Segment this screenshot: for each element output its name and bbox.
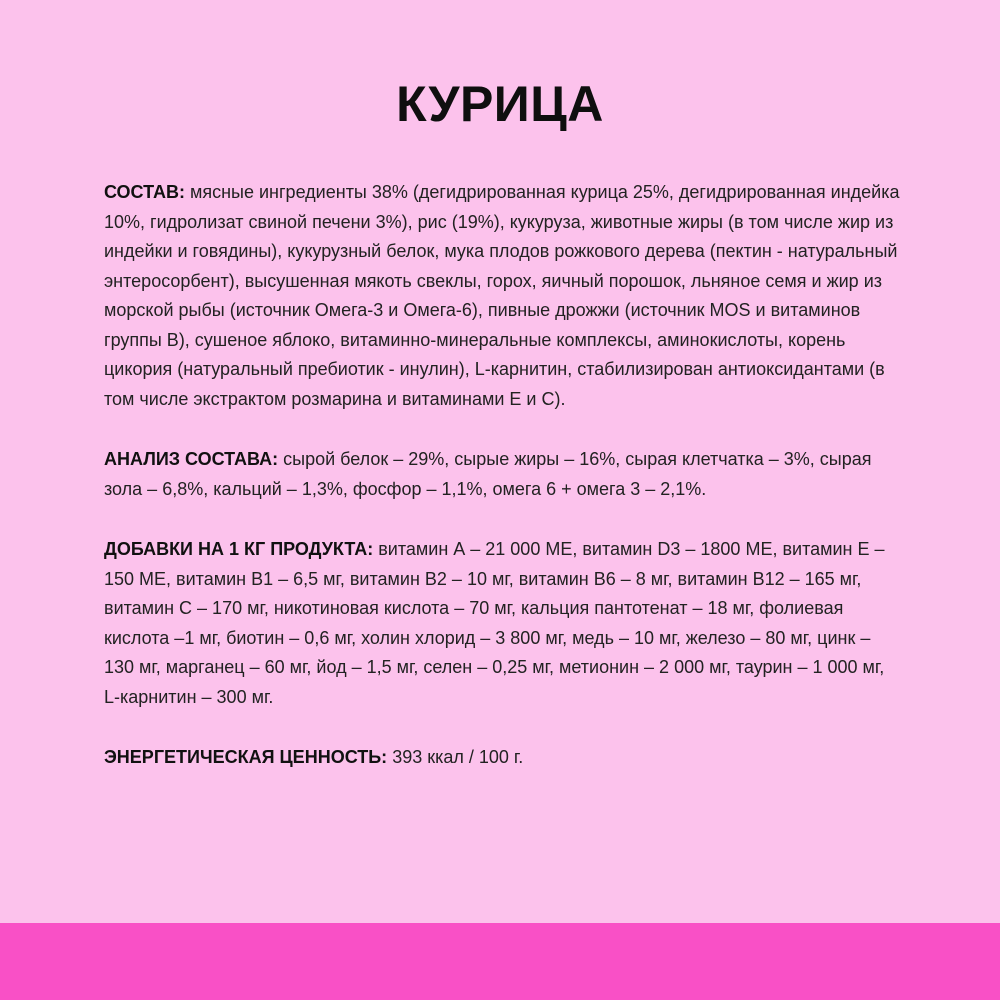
additives-label: ДОБАВКИ НА 1 КГ ПРОДУКТА: <box>104 539 374 559</box>
analysis-section <box>104 445 904 504</box>
additives-section <box>104 535 904 712</box>
energy-section <box>104 743 904 773</box>
composition-text: мясные ингредиенты 38% (дегидрированная курица 25%, дегидрированная индейка 10%, гидролизат свиной печени 3%), рис (19%), кукуруза, животные жиры (в том числе жир из индейки и говядины), кукурузный белок, мука плодов рожкового дерева (пектин - натуральный энтеросорбент), высушенная мякоть свеклы, горох, яичный порошок, льняное семя и жир из морской рыбы (источник Омега-3 и Омега-6), пивные дрожжи (источник MOS и витаминов группы В), сушеное яблоко, витаминно-минеральные комплексы, аминокислоты, корень цикория (натуральный пребиотик - инулин), L-карнитин, стабилизирован антиоксидантами (в том числе экстрактом розмарина и витаминами Е и С). <box>104 182 900 409</box>
composition-label: СОСТАВ: <box>104 182 185 202</box>
page-title: КУРИЦА <box>396 76 604 132</box>
composition-section <box>104 178 904 414</box>
energy-text: 393 ккал / 100 г. <box>392 747 524 767</box>
energy-label: ЭНЕРГЕТИЧЕСКАЯ ЦЕННОСТЬ: <box>104 747 388 767</box>
analysis-label: АНАЛИЗ СОСТАВА: <box>104 449 279 469</box>
bottom-color-band <box>0 923 1000 1000</box>
analysis-text: сырой белок – 29%, сырые жиры – 16%, сырая клетчатка – 3%, сырая зола – 6,8%, кальций – 1,3%, фосфор – 1,1%, омега 6 + омега 3 – 2,1%. <box>104 449 872 499</box>
additives-text: витамин А – 21 000 МЕ, витамин D3 – 1800 МЕ, витамин Е – 150 МЕ, витамин В1 – 6,5 мг, витамин В2 – 10 мг, витамин В6 – 8 мг, витамин В12 – 165 мг, витамин С – 170 мг, никотиновая кислота – 70 мг, кальция пантотенат – 18 мг, фолиевая кислота –1 мг, биотин – 0,6 мг, холин хлорид – 3 800 мг, медь – 10 мг, железо – 80 мг, цинк – 130 мг, марганец – 60 мг, йод – 1,5 мг, селен – 0,25 мг, метионин – 2 000 мг, таурин – 1 000 мг, L-карнитин – 300 мг. <box>104 539 885 707</box>
product-description <box>104 178 904 804</box>
